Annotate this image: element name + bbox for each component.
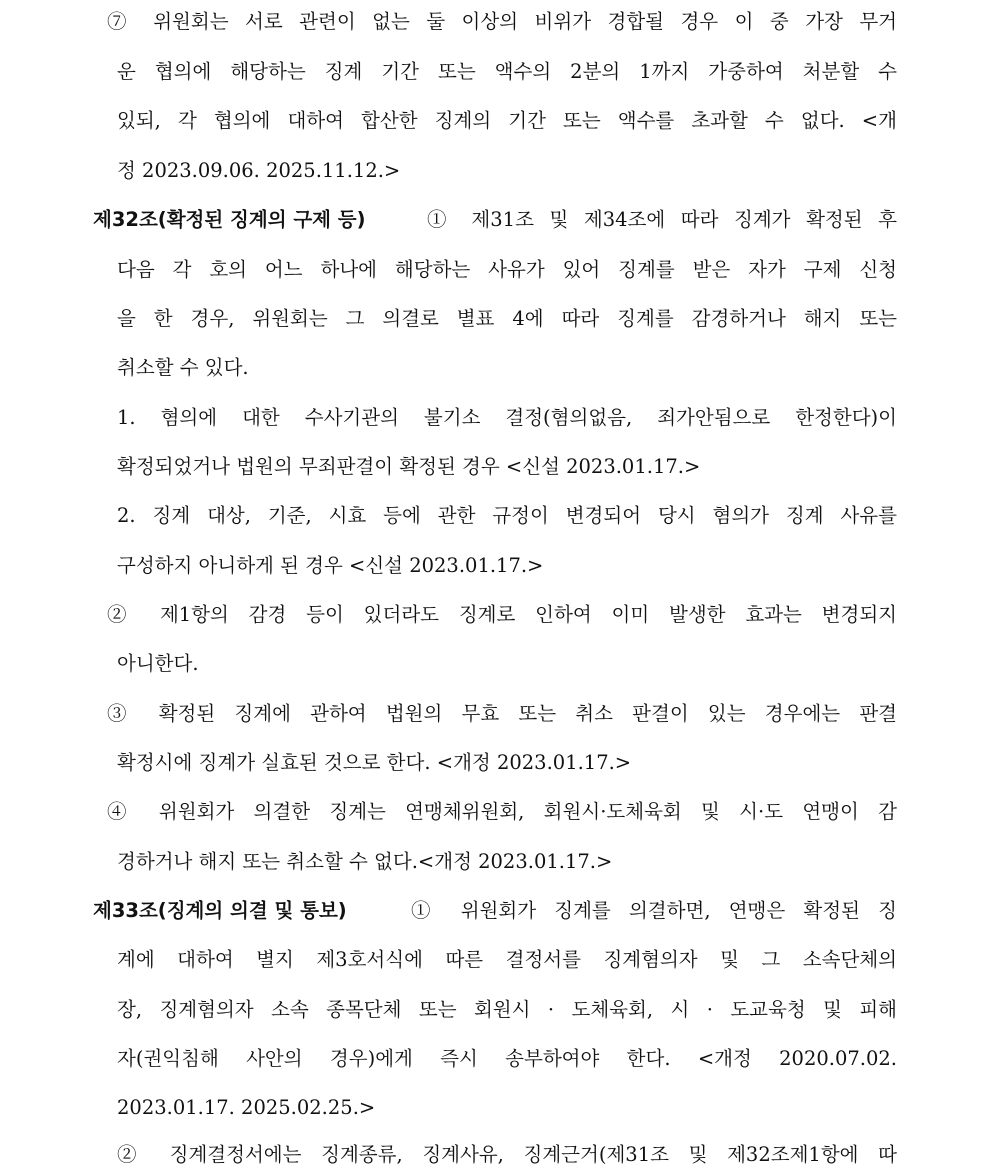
article-32-para-3-line-1: ③ 확정된 징계에 관하여 법원의 무효 또는 취소 판결이 있는 경우에는 판결 — [107, 702, 897, 725]
article-32-heading: 제32조(확정된 징계의 구제 등) — [93, 208, 366, 231]
article-33-line-3: 장, 징계혐의자 소속 종목단체 또는 회원시 · 도체육회, 시 · 도교육청 및 피해 — [117, 998, 897, 1021]
article-33-line-1: ① 위원회가 징계를 의결하면, 연맹은 확정된 징 — [411, 899, 897, 922]
article-32-item-1-line-1: 1. 혐의에 대한 수사기관의 불기소 결정(혐의없음, 죄가안됨으로 한정한다)이 — [117, 406, 897, 429]
article-33-line-4: 자(권익침해 사안의 경우)에게 즉시 송부하여야 한다. <개정 2020.07.02. — [117, 1047, 897, 1070]
para7-line-1: ⑦ 위원회는 서로 관련이 없는 둘 이상의 비위가 경합될 경우 이 중 가장 무거 — [107, 10, 897, 33]
article-32-para-4-line-2: 경하거나 해지 또는 취소할 수 없다.<개정 2023.01.17.> — [117, 850, 613, 873]
article-32-line-2: 다음 각 호의 어느 하나에 해당하는 사유가 있어 징계를 받은 자가 구제 신청 — [117, 258, 897, 281]
para7-line-2: 운 협의에 해당하는 징계 기간 또는 액수의 2분의 1까지 가중하여 처분할 수 — [117, 60, 897, 83]
article-32-para-3-line-2: 확정시에 징계가 실효된 것으로 한다. <개정 2023.01.17.> — [117, 751, 632, 774]
para7-line-3: 있되, 각 협의에 대하여 합산한 징계의 기간 또는 액수를 초과할 수 없다. <개 — [117, 109, 897, 132]
para7-line-4: 정 2023.09.06. 2025.11.12.> — [117, 159, 401, 182]
article-32-item-2-line-1: 2. 징계 대상, 기준, 시효 등에 관한 규정이 변경되어 당시 혐의가 징계 사유를 — [117, 504, 897, 527]
article-32-para-2-line-1: ② 제1항의 감경 등이 있더라도 징계로 인하여 이미 발생한 효과는 변경되지 — [107, 603, 897, 626]
article-32-line-1: ① 제31조 및 제34조에 따라 징계가 확정된 후 — [427, 208, 897, 231]
article-32-item-1-line-2: 확정되었거나 법원의 무죄판결이 확정된 경우 <신설 2023.01.17.> — [117, 455, 701, 478]
article-32-para-2-line-2: 아니한다. — [117, 652, 199, 675]
article-32-line-3: 을 한 경우, 위원회는 그 의결로 별표 4에 따라 징계를 감경하거나 해지 또는 — [117, 307, 897, 330]
article-32-line-4: 취소할 수 있다. — [117, 356, 249, 379]
article-32-item-2-line-2: 구성하지 아니하게 된 경우 <신설 2023.01.17.> — [117, 554, 544, 577]
article-32-para-4-line-1: ④ 위원회가 의결한 징계는 연맹체위원회, 회원시·도체육회 및 시·도 연맹이 감 — [107, 800, 897, 823]
article-33-line-2: 계에 대하여 별지 제3호서식에 따른 결정서를 징계혐의자 및 그 소속단체의 — [117, 948, 897, 971]
article-33-para-2-line-1: ② 징계결정서에는 징계종류, 징계사유, 징계근거(제31조 및 제32조제1항에 따 — [117, 1143, 897, 1166]
article-33-heading: 제33조(징계의 의결 및 통보) — [93, 899, 347, 922]
article-33-line-5: 2023.01.17. 2025.02.25.> — [117, 1096, 376, 1119]
